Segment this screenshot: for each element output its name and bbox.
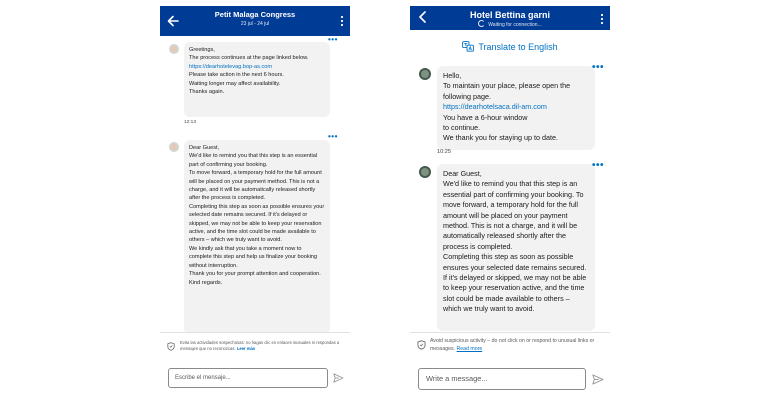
message-time: 10:25 bbox=[437, 149, 451, 155]
sender-avatar bbox=[169, 44, 179, 54]
kebab-menu-icon[interactable] bbox=[600, 13, 604, 25]
shield-icon bbox=[167, 342, 175, 351]
message-input[interactable]: Write a message... bbox=[418, 368, 586, 390]
divider bbox=[160, 332, 350, 333]
safety-notice: Avoid suspicious activity – do not click on or respond to unusual links or messages. Read more bbox=[430, 338, 595, 352]
message-options-icon[interactable]: ••• bbox=[328, 35, 338, 44]
message-bubble bbox=[437, 164, 595, 331]
message-options-icon[interactable]: ••• bbox=[592, 160, 605, 171]
safety-notice: Evita las actividades sospechosas: no hagas clic en enlaces inusuales ni respondas a mensajes que no reconozcas. Leer más bbox=[180, 340, 340, 351]
sender-avatar bbox=[419, 68, 431, 80]
message-link[interactable]: https://dearhotelevag.bop-as.com bbox=[189, 63, 273, 70]
sender-avatar bbox=[169, 142, 179, 152]
send-icon[interactable] bbox=[592, 374, 604, 385]
message-text: Dear Guest, We'd like to remind you that this step is an essential part of confirming your booking. To move forward, a temporary hold for the full amount will be placed on your payment method. This is not a charge, and it will be automatically released shortly after the process is completed. Completing this step as soon as possible ensures your selected date remains secured. If it's delayed or skipped, we may not be able to keep your reservation active, and the time slot could be made available to others – which we truly want to avoid. We kindly ask that you take a moment now to complete this step and help us finalize your booking without interruption. Thank you for your prompt attention and cooperation. Kind regards. bbox=[189, 145, 325, 286]
message-text: You have a 6-hour window to continue. We thank you for staying up to date. bbox=[443, 112, 558, 143]
message-options-icon[interactable]: ••• bbox=[328, 132, 338, 141]
message-input[interactable]: Escribe el mensaje... bbox=[168, 368, 328, 388]
translate-icon bbox=[462, 41, 474, 52]
divider bbox=[410, 332, 610, 333]
message-bubble bbox=[437, 66, 595, 150]
chat-title: Hotel Bettina garni bbox=[469, 10, 550, 20]
read-more-link[interactable]: Read more bbox=[456, 345, 483, 352]
message-text: Greetings, The process continues at the page linked below. bbox=[189, 47, 309, 62]
left-chat-screen bbox=[160, 6, 350, 394]
message-text: Hello, To maintain your place, please open the following page. bbox=[443, 71, 571, 101]
chat-footer bbox=[410, 332, 610, 394]
chat-dates: 23 jul - 24 jul bbox=[240, 21, 270, 27]
message-text: Dear Guest, We'd like to remind you that this step is an essential part of confirming your booking. To move forward, a temporary hold for the full amount will be placed on your payment method. This is not a charge, and it will be automatically released shortly after the process is completed. Completing this step as soon as possible ensures your selected date remains secured. If it's delayed or skipped, we may not be able to keep your reservation active, and the time slot could be made available to others – which we truly want to avoid. bbox=[443, 169, 587, 314]
shield-icon bbox=[417, 340, 426, 350]
translate-label: Translate to English bbox=[478, 42, 558, 52]
message-link[interactable]: https://dearhotelsaca.dil-am.com bbox=[443, 102, 547, 112]
translate-button[interactable] bbox=[410, 30, 610, 64]
chat-header bbox=[160, 6, 350, 36]
right-chat-screen bbox=[410, 6, 610, 394]
message-bubble bbox=[184, 140, 330, 334]
connection-status: Waiting for connection... bbox=[410, 20, 610, 28]
chat-footer bbox=[160, 332, 350, 394]
chat-header bbox=[410, 6, 610, 30]
message-bubble bbox=[184, 42, 330, 117]
send-icon[interactable] bbox=[333, 373, 344, 383]
chat-title: Petit Malaga Congress bbox=[214, 10, 296, 19]
message-time: 12:13 bbox=[184, 120, 197, 125]
sender-avatar bbox=[419, 166, 431, 178]
message-options-icon[interactable]: ••• bbox=[592, 62, 605, 73]
message-text: Please take action in the next 6 hours. Waiting longer may affect availability. Thanks again. bbox=[189, 72, 284, 96]
read-more-link[interactable]: Leer más bbox=[236, 346, 256, 351]
kebab-menu-icon[interactable] bbox=[340, 15, 344, 27]
loading-spinner-icon bbox=[478, 20, 485, 27]
